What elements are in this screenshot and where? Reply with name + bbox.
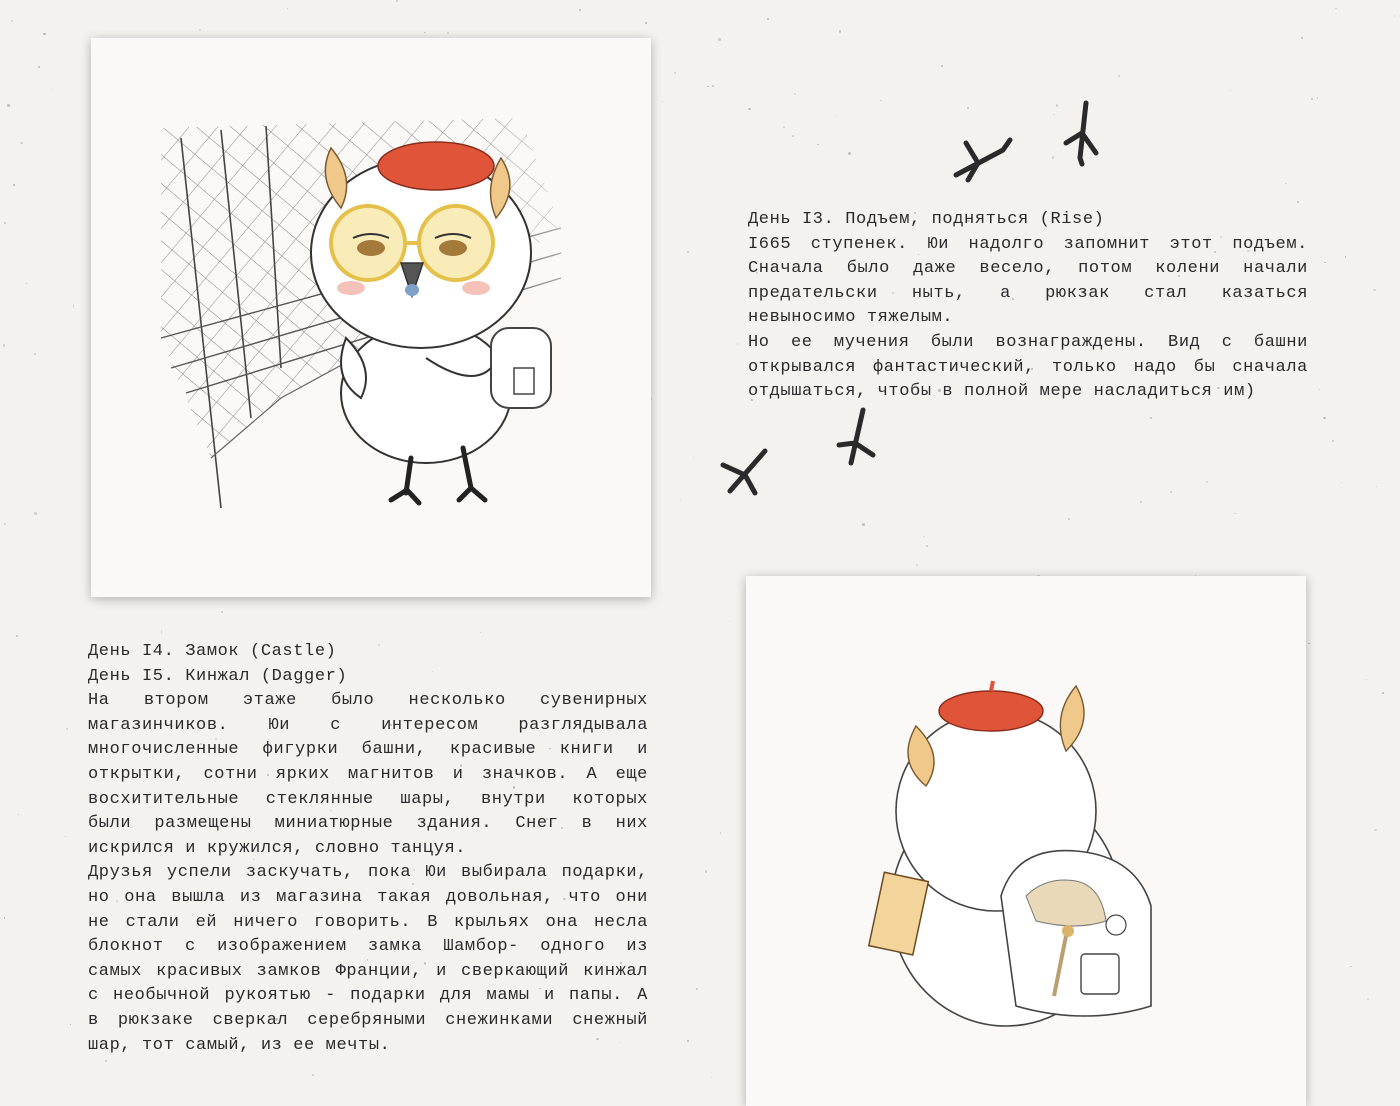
paper-speck	[26, 283, 28, 285]
story-block-day-13	[748, 208, 1308, 405]
paper-speck	[13, 184, 15, 186]
paper-speck	[3, 344, 6, 347]
paper-speck	[396, 0, 398, 2]
paper-speck	[711, 1077, 712, 1078]
paper-speck	[34, 512, 36, 514]
paper-speck	[1341, 482, 1342, 483]
paper-speck	[645, 22, 648, 25]
paper-speck	[20, 142, 22, 144]
paper-speck	[1068, 518, 1070, 520]
paper-speck	[1285, 183, 1287, 185]
paper-speck	[312, 1074, 314, 1076]
paper-speck	[817, 144, 818, 145]
story-block-day-14-15	[88, 640, 648, 1058]
owl-tower-illustration	[91, 38, 651, 597]
paper-speck	[1323, 417, 1325, 419]
text-line: искрился и кружился, словно танцуя.	[88, 838, 467, 858]
paper-speck	[4, 917, 5, 918]
paper-speck	[1234, 513, 1235, 514]
text-line: блокнот с изображением замка Шамбор- одного из	[88, 937, 648, 957]
paper-speck	[1230, 90, 1231, 91]
paper-speck	[34, 353, 36, 355]
paper-speck	[480, 632, 481, 633]
paper-speck	[662, 101, 663, 102]
paper-speck	[1150, 417, 1152, 419]
paper-speck	[1382, 692, 1384, 694]
text-line: Сначала было даже весело, потом колени начали	[748, 259, 1308, 279]
paper-speck	[1394, 15, 1395, 16]
paper-speck	[65, 836, 66, 837]
text-line: отдышаться, чтобы в полной мере насладиться им)	[748, 382, 1256, 402]
paper-speck	[916, 564, 918, 566]
text-line: шар, тот самый, из ее мечты.	[88, 1035, 391, 1055]
paper-speck	[424, 32, 425, 33]
paper-speck	[923, 536, 925, 538]
paper-speck	[4, 222, 6, 224]
paper-speck	[4, 523, 6, 525]
paper-speck	[680, 500, 681, 501]
day-13-paragraph	[748, 233, 1308, 405]
paper-speck	[767, 18, 769, 20]
paper-speck	[18, 814, 19, 815]
paper-speck	[579, 9, 581, 11]
paper-speck	[712, 85, 714, 87]
paper-speck	[16, 635, 18, 637]
day-14-title: День I4. Замок (Castle)	[88, 642, 337, 661]
footprint-icon	[715, 443, 775, 498]
paper-speck	[43, 33, 45, 35]
text-line: магазинчиков. Юи с интересом разглядывала	[88, 715, 648, 735]
paper-speck	[835, 115, 836, 116]
paper-speck	[1140, 501, 1141, 502]
paper-speck	[737, 343, 738, 344]
day-14-15-paragraph	[88, 689, 648, 1058]
paper-speck	[1311, 98, 1313, 100]
paper-speck	[11, 20, 13, 22]
paper-speck	[66, 728, 68, 730]
paper-speck	[73, 305, 75, 307]
paper-speck	[1345, 256, 1346, 257]
text-line: предательски ныть, а рюкзак стал казаться	[748, 283, 1308, 303]
text-line: были размещены миниатюрные здания. Снег в них	[88, 814, 648, 834]
paper-speck	[1332, 440, 1334, 442]
paper-speck	[1170, 491, 1172, 493]
illustration-card-owl-tower	[91, 38, 651, 597]
text-line: с необычной рукоятью - подарки для мамы и папы. А	[88, 986, 648, 1006]
footprint-icon	[833, 405, 883, 470]
text-line: I665 ступенек. Юи надолго запомнит этот подъем.	[748, 234, 1308, 254]
owl-backpack-illustration	[746, 576, 1306, 1106]
paper-speck	[1324, 262, 1325, 263]
paper-speck	[1206, 481, 1208, 483]
text-line: многочисленные фигурки башни, красивые книги и	[88, 740, 648, 760]
text-line: самых красивых замков Франции, и сверкающий кинжал	[88, 961, 648, 981]
paper-speck	[1335, 8, 1336, 9]
text-line: невыносимо тяжелым.	[748, 308, 954, 328]
paper-speck	[52, 89, 53, 90]
paper-speck	[1308, 643, 1309, 644]
paper-speck	[687, 251, 689, 253]
text-line: восхитительные стеклянные шары, внутри которых	[88, 789, 648, 809]
paper-speck	[794, 93, 796, 95]
text-line: открытки, сотни ярких магнитов и значков. А еще	[88, 764, 648, 784]
text-line: На втором этаже было несколько сувенирных	[88, 691, 648, 711]
paper-speck	[1052, 156, 1054, 158]
day-13-title: День I3. Подъем, подняться (Rise)	[748, 210, 1105, 229]
day-15-title: День I5. Кинжал (Dagger)	[88, 666, 348, 686]
paper-speck	[1367, 998, 1369, 1000]
paper-speck	[862, 523, 865, 526]
paper-speck	[70, 1024, 71, 1025]
paper-speck	[1317, 97, 1319, 99]
paper-speck	[7, 104, 10, 107]
paper-speck	[687, 1040, 689, 1042]
paper-speck	[447, 32, 449, 34]
paper-speck	[1118, 75, 1120, 77]
paper-speck	[674, 72, 675, 73]
paper-speck	[287, 8, 288, 9]
paper-speck	[729, 621, 730, 622]
paper-speck	[1374, 829, 1376, 831]
paper-speck	[720, 832, 722, 834]
paper-speck	[1373, 289, 1376, 292]
paper-speck	[1376, 486, 1377, 487]
paper-speck	[1366, 679, 1367, 680]
text-line: в рюкзаке сверкал серебряными снежинками снежный	[88, 1010, 648, 1030]
paper-speck	[926, 545, 928, 547]
text-line: Друзья успели заскучать, пока Юи выбирала подарки,	[88, 863, 648, 883]
text-line: Но ее мучения были вознаграждены. Вид с башни	[748, 332, 1308, 352]
paper-speck	[221, 611, 223, 613]
paper-speck	[967, 107, 969, 109]
text-line: открывался фантастический, только надо бы сначала	[748, 357, 1308, 377]
paper-speck	[792, 135, 794, 137]
text-line: но она вышла из магазина такая довольная, что они	[88, 887, 648, 907]
paper-speck	[1301, 37, 1303, 39]
footprint-icon	[1058, 98, 1108, 168]
paper-speck	[705, 870, 707, 872]
text-line: не стали ей ничего говорить. В крыльях она несла	[88, 912, 648, 932]
paper-speck	[783, 126, 785, 128]
paper-speck	[707, 86, 709, 88]
paper-speck	[941, 65, 943, 67]
paper-speck	[105, 1060, 107, 1062]
paper-speck	[718, 38, 721, 41]
paper-speck	[1297, 201, 1299, 203]
owl-back-character	[869, 681, 1151, 1026]
paper-speck	[1350, 966, 1352, 968]
paper-speck	[38, 66, 40, 68]
paper-speck	[848, 152, 850, 154]
paper-speck	[693, 457, 694, 458]
paper-speck	[696, 988, 698, 990]
paper-speck	[161, 631, 163, 633]
footprint-icon	[948, 135, 1018, 185]
illustration-card-owl-backpack	[746, 576, 1306, 1106]
paper-speck	[1319, 389, 1320, 390]
paper-speck	[880, 100, 882, 102]
paper-speck	[748, 108, 750, 110]
paper-speck	[199, 29, 201, 31]
paper-speck	[839, 30, 841, 32]
paper-speck	[1053, 114, 1054, 115]
